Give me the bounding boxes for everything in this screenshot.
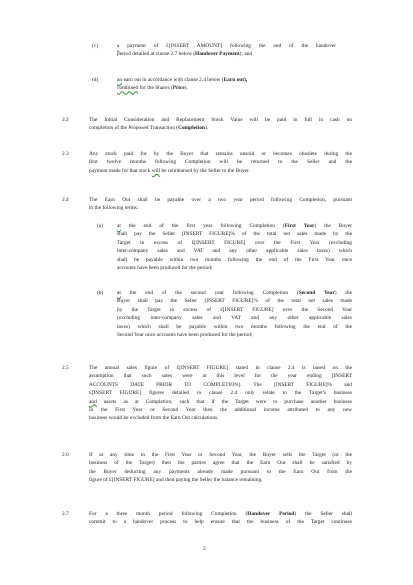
clause-number: 2.2 — [62, 117, 69, 123]
clause-number: 2.3 — [62, 151, 69, 157]
clause-number: 2.7 — [62, 511, 69, 517]
document-page: (c) a payment of £[INSERT AMOUNT] following the end of the handover period detailed at clause 2.7 below (Handover Payment); and (d) an earn out in accordance with clause 2.4 below (Earn out), combined for the Shares (Price). 2.2 The Initial Consideration and Replacement Stock Value will be paid in full in cash on completion of the Proposed Transaction (Completion). 2.3 Any stock paid for by the Buyer that remains unsold or becomes obsolete during the first twelve months following Completion will be returned to the Seller and the payment made for that stock will be reimbursed by the Seller to the Buyer. 2.4 The Earn Out shall be payable over a two year period following Completion, pursuant to the following terms: (a) at the end of the first year following Completion (First Year) the Buyer shall pay the Seller [INSERT FIGURE]% of the total net sales made by the Target in excess of £[INSERT FIGURE] over the First Year (excluding inter-company sales and VAT and any other applicable sales taxes) which shall be payable within two months following the end of the First Year once accounts have been produced for the period; (b) at the end of the second year following Completion (Second Year) the Buyer shall pay the Seller [INSERT FIGURE]% of the total net sales made by the Target in excess of £[INSERT FIGURE] over the Second Year (excluding inter-company sales and VAT and any other applicable sales taxes) which shall be payable within two months following the end of the Second Year once accounts have been produced for the period; 2.5 The annual sales figure of £[INSERT FIGURE] stated in clause 2.4 is based on the assumption that such sales were at this level for the year ending [INSERT ACCOUNTS DATE PRIOR TO COMPLETION]. The [INSERT FIGURE]% and £[INSERT FIGURE] figures detailed in clause 2.4 only relate to the Target's business and assets as at Completion, such that if the Target were to purchase another business in the First Year or Second Year then the additional income attributed to any new business would be excluded from the Earn Out calculations. 2.6 If at any time in the First Year or Second Year, the Buyer sells the Target (or the business of the Target) then the parties agree that the Earn Out shall be satisfied by the Buyer deducting any payments already made pursuant to the Earn Out from the figure of £[INSERT FIGURE] and then paying the Seller the balance remaining. 2.7 For a three month period following Completion (Handover Period) the Seller shall commit to a handover process to help ensure that the business of the Target continues 2 — [62, 43, 353, 552]
clause-number: 2.5 — [62, 365, 69, 371]
subclause-label: (b) — [97, 290, 104, 296]
subclause-label: (a) — [97, 223, 103, 229]
subclause-label: (c) — [92, 43, 98, 49]
clause-number: 2.4 — [62, 197, 69, 203]
page-number: 2 — [203, 546, 206, 552]
subclause-label: (d) — [92, 77, 99, 83]
clause-number: 2.6 — [62, 452, 69, 458]
